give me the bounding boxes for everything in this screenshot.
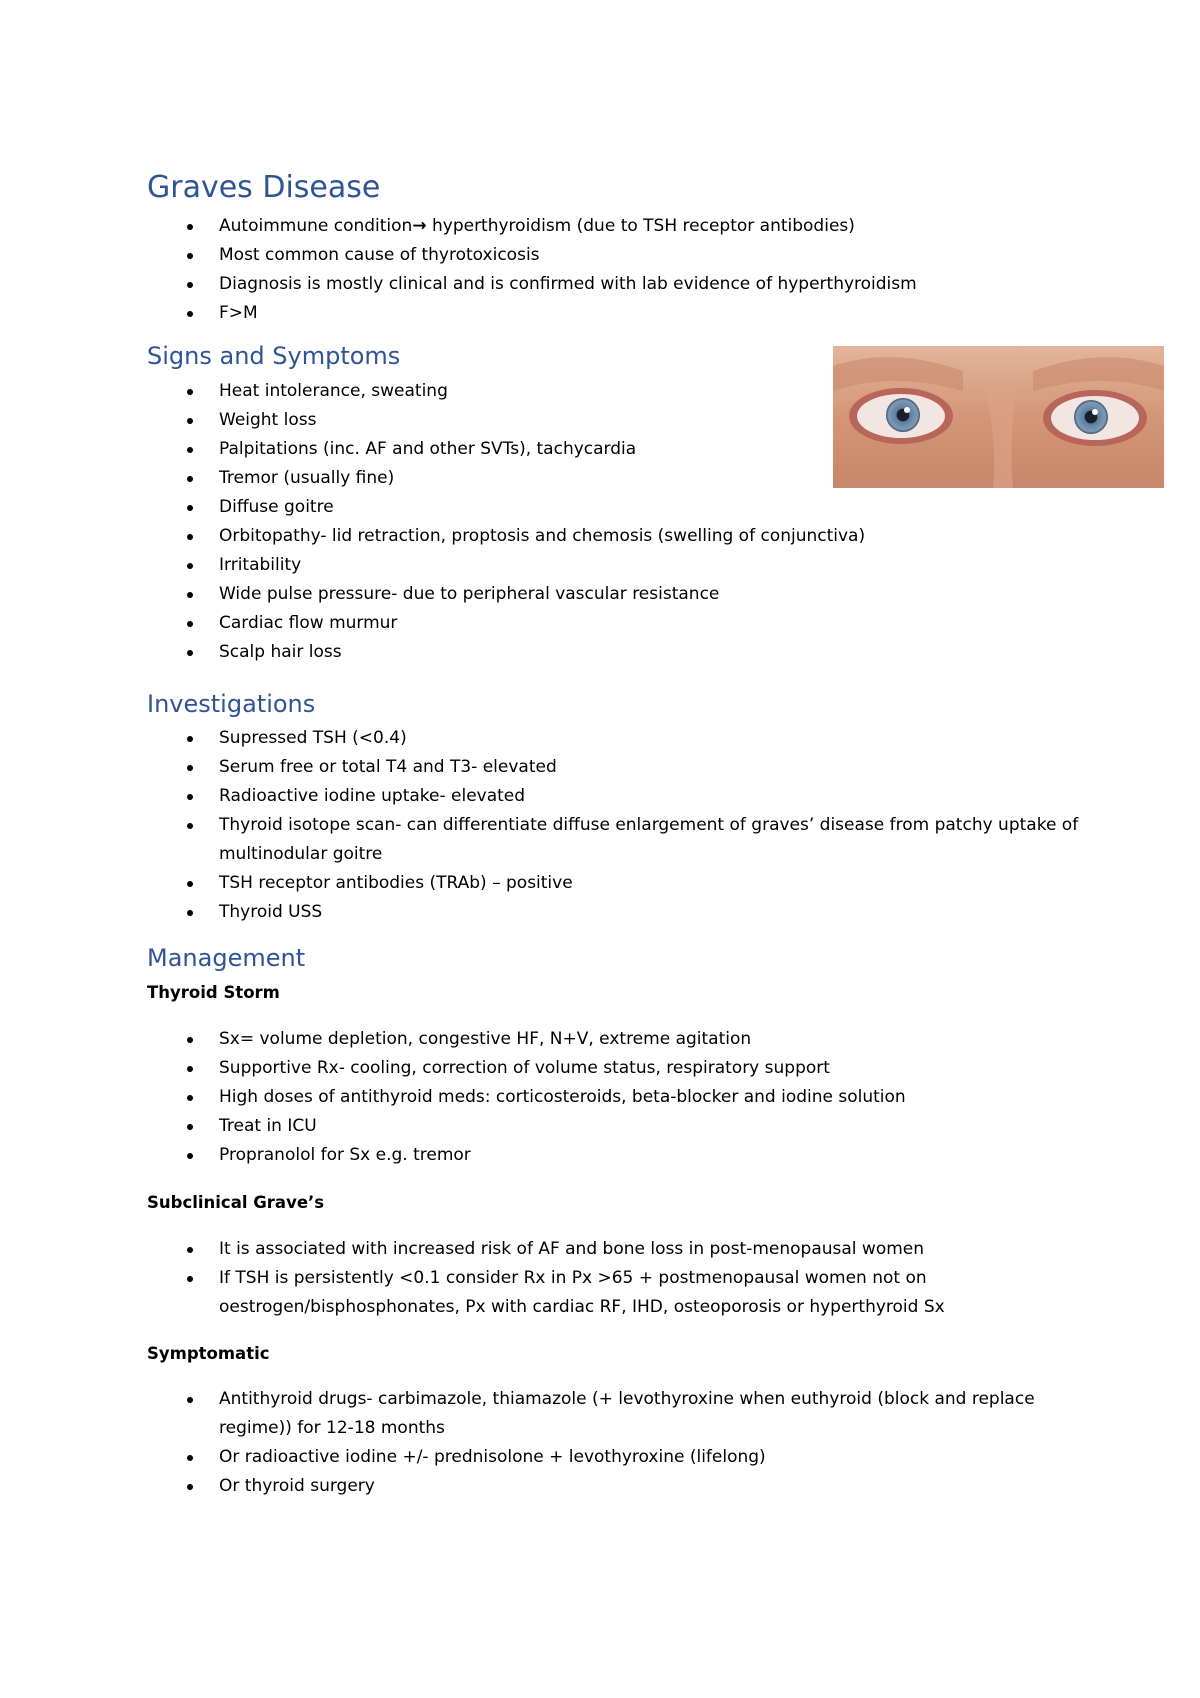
intro-list [147, 212, 1047, 328]
list-item: Cardiac flow murmur [147, 609, 1047, 638]
list-item: Supportive Rx- cooling, correction of volume status, respiratory support [147, 1054, 1047, 1083]
section-heading-signs: Signs and Symptoms [147, 342, 401, 370]
list-item: Radioactive iodine uptake- elevated [147, 782, 1047, 811]
list-item: Wide pulse pressure- due to peripheral vascular resistance [147, 580, 1047, 609]
list-item: Antithyroid drugs- carbimazole, thiamazole (+ levothyroxine when euthyroid (block and replace regime)) for 12-18 months [147, 1385, 1079, 1443]
list-item: Scalp hair loss [147, 638, 1047, 667]
intro-item-text: hyperthyroidism (due to TSH receptor antibodies) [431, 216, 855, 236]
subclinical-list [147, 1235, 1047, 1322]
list-item: F>M [147, 299, 1047, 328]
page-title: Graves Disease [147, 170, 381, 205]
list-item: Supressed TSH (<0.4) [147, 724, 1047, 753]
thyroid-storm-list [147, 1025, 1047, 1170]
intro-item-text: Autoimmune condition [219, 216, 413, 236]
list-item: Palpitations (inc. AF and other SVTs), tachycardia [147, 435, 1047, 464]
list-item: Irritability [147, 551, 1047, 580]
list-item: It is associated with increased risk of AF and bone loss in post-menopausal women [147, 1235, 1047, 1264]
section-heading-management: Management [147, 944, 306, 972]
list-item: Or thyroid surgery [147, 1472, 1047, 1501]
list-item: Diffuse goitre [147, 493, 1047, 522]
list-item: Sx= volume depletion, congestive HF, N+V, extreme agitation [147, 1025, 1047, 1054]
list-item: Tremor (usually fine) [147, 464, 1047, 493]
investigations-list [147, 724, 1079, 927]
list-item: High doses of antithyroid meds: corticosteroids, beta-blocker and iodine solution [147, 1083, 1047, 1112]
list-item: Propranolol for Sx e.g. tremor [147, 1141, 1047, 1170]
list-item: Serum free or total T4 and T3- elevated [147, 753, 1047, 782]
list-item: Most common cause of thyrotoxicosis [147, 241, 1047, 270]
list-item: TSH receptor antibodies (TRAb) – positive [147, 869, 1047, 898]
list-item: If TSH is persistently <0.1 consider Rx in Px >65 + postmenopausal women not on oestrogen/bisphosphonates, Px with cardiac RF, IHD, osteoporosis or hyperthyroid Sx [147, 1264, 1079, 1322]
graves-eyes-photo [833, 346, 1164, 488]
list-item: Heat intolerance, sweating [147, 377, 1047, 406]
list-item: Weight loss [147, 406, 1047, 435]
list-item: Thyroid isotope scan- can differentiate diffuse enlargement of graves’ disease from patchy uptake of multinodular goitre [147, 811, 1079, 869]
list-item [147, 212, 1047, 241]
list-item: Thyroid USS [147, 898, 1047, 927]
subheading-thyroid-storm: Thyroid Storm [147, 983, 280, 1002]
subheading-symptomatic: Symptomatic [147, 1344, 270, 1363]
list-item: Or radioactive iodine +/- prednisolone + levothyroxine (lifelong) [147, 1443, 1047, 1472]
symptomatic-list [147, 1385, 1047, 1501]
list-item: Orbitopathy- lid retraction, proptosis and chemosis (swelling of conjunctiva) [147, 522, 1047, 551]
arrow-icon: → [412, 216, 427, 236]
list-item: Treat in ICU [147, 1112, 1047, 1141]
section-heading-investigations: Investigations [147, 690, 316, 718]
list-item: Diagnosis is mostly clinical and is confirmed with lab evidence of hyperthyroidism [147, 270, 1047, 299]
subheading-subclinical: Subclinical Grave’s [147, 1193, 325, 1212]
